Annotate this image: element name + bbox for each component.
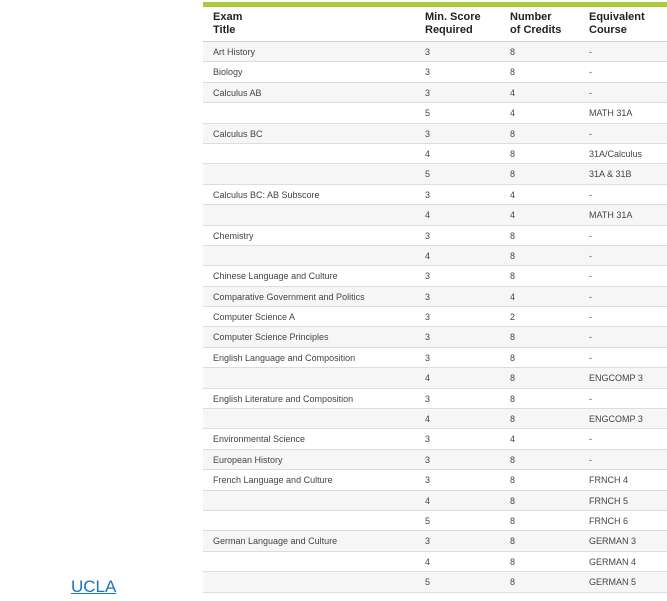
table-header	[203, 7, 667, 42]
cell-equivalent-course: GERMAN 4	[589, 556, 637, 567]
cell-exam-title: Computer Science Principles	[213, 332, 329, 343]
cell-credits: 8	[510, 373, 516, 384]
cell-min-score: 4	[425, 556, 431, 567]
header-number-of-credits: Number of Credits	[510, 11, 562, 36]
cell-credits: 8	[510, 148, 516, 159]
cell-credits: 4	[510, 189, 516, 200]
cell-equivalent-course: -	[589, 291, 592, 302]
cell-credits: 8	[510, 47, 516, 57]
cell-exam-title: English Literature and Composition	[213, 393, 354, 404]
cell-equivalent-course: -	[589, 250, 592, 261]
cell-equivalent-course: -	[589, 189, 592, 200]
cell-credits: 8	[510, 393, 516, 404]
cell-min-score: 3	[425, 230, 431, 241]
table-row	[203, 185, 667, 205]
cell-exam-title: Chinese Language and Culture	[213, 271, 338, 282]
table-body	[203, 42, 667, 593]
cell-exam-title: European History	[213, 454, 283, 465]
cell-credits: 8	[510, 515, 516, 526]
header-min-score: Min. Score Required	[425, 11, 481, 36]
cell-credits: 8	[510, 454, 516, 465]
table-row	[203, 307, 667, 327]
cell-min-score: 5	[425, 169, 431, 180]
cell-exam-title: Computer Science A	[213, 312, 296, 323]
cell-equivalent-course: FRNCH 4	[589, 475, 629, 486]
cell-exam-title: Comparative Government and Politics	[213, 291, 365, 302]
table-row	[203, 572, 667, 592]
cell-equivalent-course: -	[589, 434, 592, 445]
cell-equivalent-course: -	[589, 454, 592, 465]
cell-credits: 8	[510, 414, 516, 425]
cell-credits: 2	[510, 312, 516, 323]
cell-credits: 4	[510, 108, 516, 119]
cell-credits: 8	[510, 475, 516, 486]
cell-equivalent-course: MATH 31A	[589, 108, 633, 119]
cell-equivalent-course: FRNCH 5	[589, 495, 629, 506]
cell-min-score: 4	[425, 414, 431, 425]
table-row	[203, 226, 667, 246]
cell-credits: 8	[510, 169, 516, 180]
cell-credits: 8	[510, 352, 516, 363]
cell-equivalent-course: FRNCH 6	[589, 515, 629, 526]
cell-min-score: 4	[425, 495, 431, 506]
cell-credits: 8	[510, 271, 516, 282]
cell-equivalent-course: -	[589, 47, 592, 57]
cell-min-score: 4	[425, 373, 431, 384]
cell-equivalent-course: -	[589, 128, 592, 139]
table-row	[203, 429, 667, 449]
table-row	[203, 287, 667, 307]
table-row	[203, 450, 667, 470]
cell-equivalent-course: -	[589, 312, 592, 323]
table-row	[203, 266, 667, 286]
cell-credits: 8	[510, 332, 516, 343]
cell-credits: 8	[510, 577, 516, 588]
cell-min-score: 3	[425, 475, 431, 486]
cell-min-score: 3	[425, 393, 431, 404]
cell-equivalent-course: ENGCOMP 3	[589, 373, 643, 384]
cell-exam-title: French Language and Culture	[213, 475, 333, 486]
header-equivalent-course: Equivalent Course	[589, 11, 645, 36]
cell-min-score: 4	[425, 148, 431, 159]
cell-min-score: 4	[425, 210, 431, 221]
cell-credits: 4	[510, 87, 516, 98]
table-row	[203, 531, 667, 551]
cell-exam-title: Art History	[213, 47, 256, 57]
cell-min-score: 5	[425, 108, 431, 119]
cell-equivalent-course: -	[589, 352, 592, 363]
cell-min-score: 4	[425, 250, 431, 261]
cell-exam-title: Environmental Science	[213, 434, 306, 445]
cell-credits: 8	[510, 536, 516, 547]
cell-min-score: 3	[425, 312, 431, 323]
cell-equivalent-course: ENGCOMP 3	[589, 414, 643, 425]
table-row	[203, 83, 667, 103]
table-row	[203, 124, 667, 144]
cell-min-score: 3	[425, 67, 431, 78]
cell-exam-title: Chemistry	[213, 230, 254, 241]
cell-credits: 8	[510, 230, 516, 241]
cell-credits: 4	[510, 210, 516, 221]
ucla-link[interactable]: UCLA	[71, 577, 117, 596]
cell-min-score: 3	[425, 332, 431, 343]
cell-credits: 8	[510, 495, 516, 506]
table-row	[203, 470, 667, 490]
cell-credits: 8	[510, 67, 516, 78]
table-row	[203, 164, 667, 184]
cell-equivalent-course: -	[589, 393, 592, 404]
cell-min-score: 3	[425, 352, 431, 363]
table-row	[203, 205, 667, 225]
cell-exam-title: Calculus BC: AB Subscore	[213, 189, 320, 200]
cell-min-score: 3	[425, 434, 431, 445]
table-row	[203, 327, 667, 347]
table-row	[203, 103, 667, 123]
cell-equivalent-course: GERMAN 3	[589, 536, 637, 547]
table-row	[203, 42, 667, 62]
cell-min-score: 3	[425, 536, 431, 547]
header-exam-title: Exam Title	[213, 11, 243, 36]
cell-exam-title: English Language and Composition	[213, 352, 356, 363]
cell-min-score: 5	[425, 577, 431, 588]
ap-credit-table	[203, 2, 667, 593]
cell-credits: 8	[510, 250, 516, 261]
cell-exam-title: Calculus BC	[213, 128, 263, 139]
table-row	[203, 389, 667, 409]
cell-exam-title: Biology	[213, 67, 243, 78]
cell-equivalent-course: -	[589, 271, 592, 282]
cell-equivalent-course: -	[589, 67, 592, 78]
table-row	[203, 368, 667, 388]
cell-min-score: 3	[425, 271, 431, 282]
cell-credits: 8	[510, 556, 516, 567]
cell-equivalent-course: -	[589, 332, 592, 343]
table-row	[203, 491, 667, 511]
table-row	[203, 246, 667, 266]
cell-credits: 8	[510, 128, 516, 139]
cell-min-score: 3	[425, 189, 431, 200]
cell-min-score: 3	[425, 47, 431, 57]
cell-min-score: 3	[425, 128, 431, 139]
cell-equivalent-course: -	[589, 87, 592, 98]
table-row	[203, 552, 667, 572]
cell-equivalent-course: MATH 31A	[589, 210, 633, 221]
cell-credits: 4	[510, 291, 516, 302]
cell-equivalent-course: GERMAN 5	[589, 577, 637, 588]
cell-credits: 4	[510, 434, 516, 445]
table-row	[203, 62, 667, 82]
cell-equivalent-course: 31A/Calculus	[589, 148, 643, 159]
table-row	[203, 348, 667, 368]
cell-min-score: 3	[425, 454, 431, 465]
cell-min-score: 5	[425, 515, 431, 526]
table-row	[203, 144, 667, 164]
cell-exam-title: German Language and Culture	[213, 536, 338, 547]
table-row	[203, 409, 667, 429]
table-row	[203, 511, 667, 531]
cell-min-score: 3	[425, 291, 431, 302]
cell-equivalent-course: -	[589, 230, 592, 241]
cell-equivalent-course: 31A & 31B	[589, 169, 632, 180]
cell-min-score: 3	[425, 87, 431, 98]
cell-exam-title: Calculus AB	[213, 87, 262, 98]
